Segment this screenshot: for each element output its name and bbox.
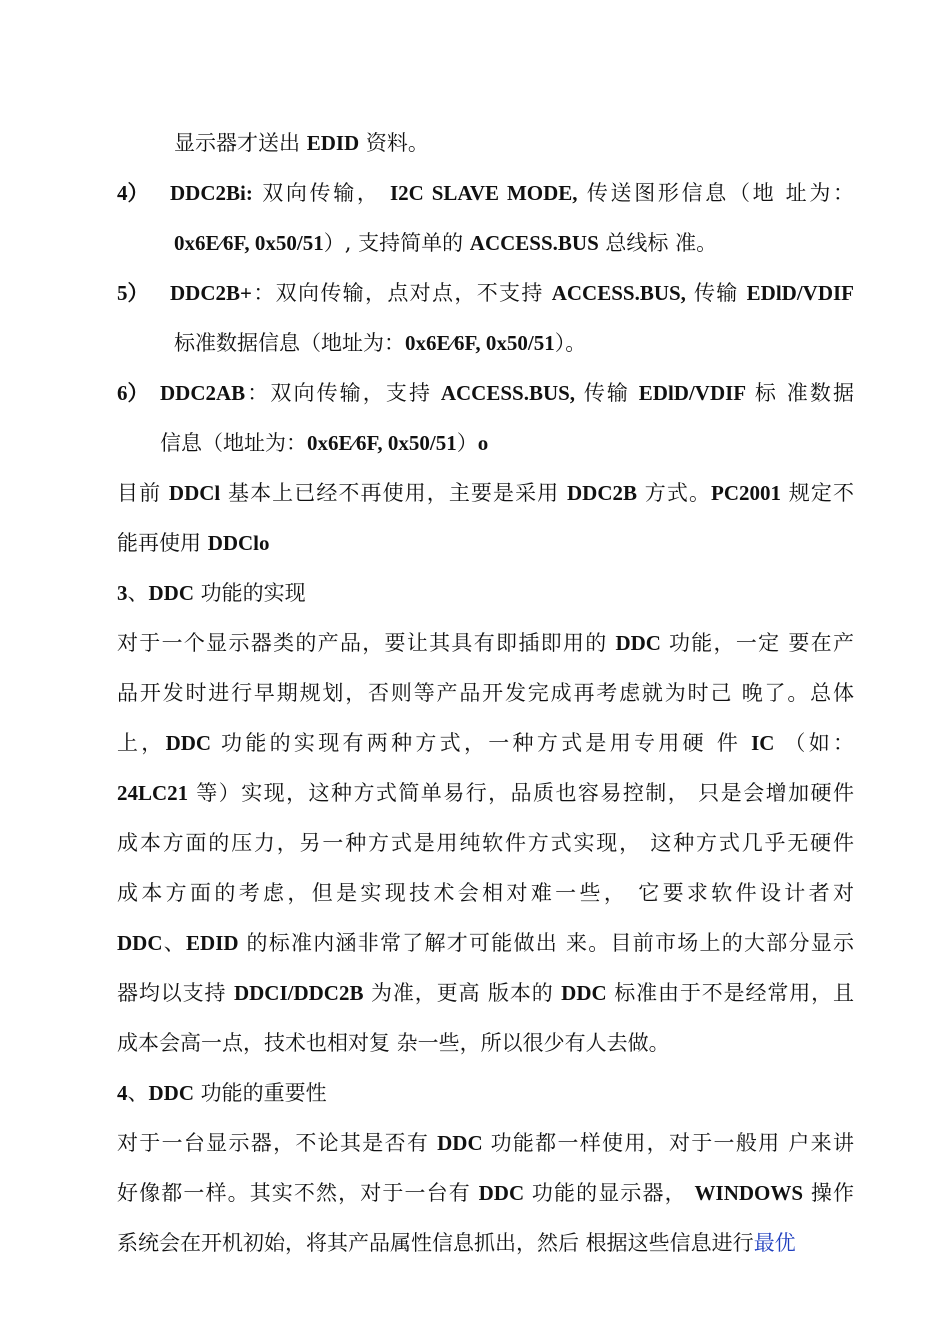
- paragraph-line: 上，DDC 功能的实现有两种方式，一种方式是用专用硬 件 IC （如：: [117, 731, 855, 755]
- paragraph-line: 器均以支持 DDCI/DDC2B 为准，更高 版本的 DDC 标准由于不是经常用，且: [117, 981, 854, 1005]
- list-item-ddc2b-plus: DDC2B+：双向传输，点对点，不支持 ACCESS.BUS, 传输 EDlD/VDIF: [170, 281, 854, 305]
- paragraph-line: 对于一个显示器类的产品，要让其具有即插即用的 DDC 功能，一定 要在产: [117, 631, 854, 655]
- text-line: 标准数据信息（地址为：0x6E⁄6F, 0x50/51）。: [174, 331, 587, 355]
- text-line: 0x6E⁄6F, 0x50/51）, 支持简单的 ACCESS.BUS 总线标 准。: [174, 231, 718, 255]
- list-item-ddc2ab: DDC2AB：双向传输，支持 ACCESS.BUS, 传输 EDlD/VDIF 标 准数据: [160, 381, 854, 405]
- paragraph-line: 能再使用 DDClo: [117, 531, 270, 555]
- paragraph-line: 成本会高一点，技术也相对复 杂一些，所以很少有人去做。: [117, 1031, 670, 1055]
- list-number: 4）: [117, 180, 149, 205]
- paragraph-line: 好像都一样。其实不然，对于一台有 DDC 功能的显示器， WINDOWS 操作: [117, 1181, 854, 1205]
- paragraph-line: 对于一台显示器，不论其是否有 DDC 功能都一样使用，对于一般用 户来讲: [117, 1131, 854, 1155]
- paragraph-line: 目前 DDCl 基本上已经不再使用，主要是采用 DDC2B 方式。PC2001 规定不: [117, 481, 854, 505]
- list-item-ddc2bi: DDC2Bi: 双向传输， I2C SLAVE MODE, 传送图形信息（地 址为：: [170, 181, 854, 205]
- section-heading: 3、DDC 功能的实现: [117, 581, 306, 605]
- hyperlink-optimal[interactable]: 最优: [753, 1231, 796, 1255]
- paragraph-text: 系统会在开机初始，将其产品属性信息抓出，然后 根据这些信息进行: [117, 1231, 754, 1255]
- text-line: 信息（地址为：0x6E⁄6F, 0x50/51）o: [160, 431, 489, 455]
- list-number: 6）: [117, 380, 149, 405]
- paragraph-line: 品开发时进行早期规划，否则等产品开发完成再考虑就为时己 晚了。总体: [117, 681, 854, 705]
- paragraph-line: DDC、EDID 的标准内涵非常了解才可能做出 来。目前市场上的大部分显示: [117, 931, 854, 955]
- text-line: 显示器才送出 EDID 资料。: [174, 131, 429, 155]
- section-heading: 4、DDC 功能的重要性: [117, 1081, 327, 1105]
- paragraph-line: 成本方面的压力，另一种方式是用纯软件方式实现， 这种方式几乎无硬件: [117, 831, 854, 855]
- paragraph-line: 24LC21 等）实现，这种方式简单易行，品质也容易控制， 只是会增加硬件: [117, 781, 854, 805]
- list-number: 5）: [117, 280, 149, 305]
- paragraph-line: 成本方面的考虑，但是实现技术会相对难一些， 它要求软件设计者对: [117, 881, 854, 905]
- paragraph-line: [117, 1228, 796, 1258]
